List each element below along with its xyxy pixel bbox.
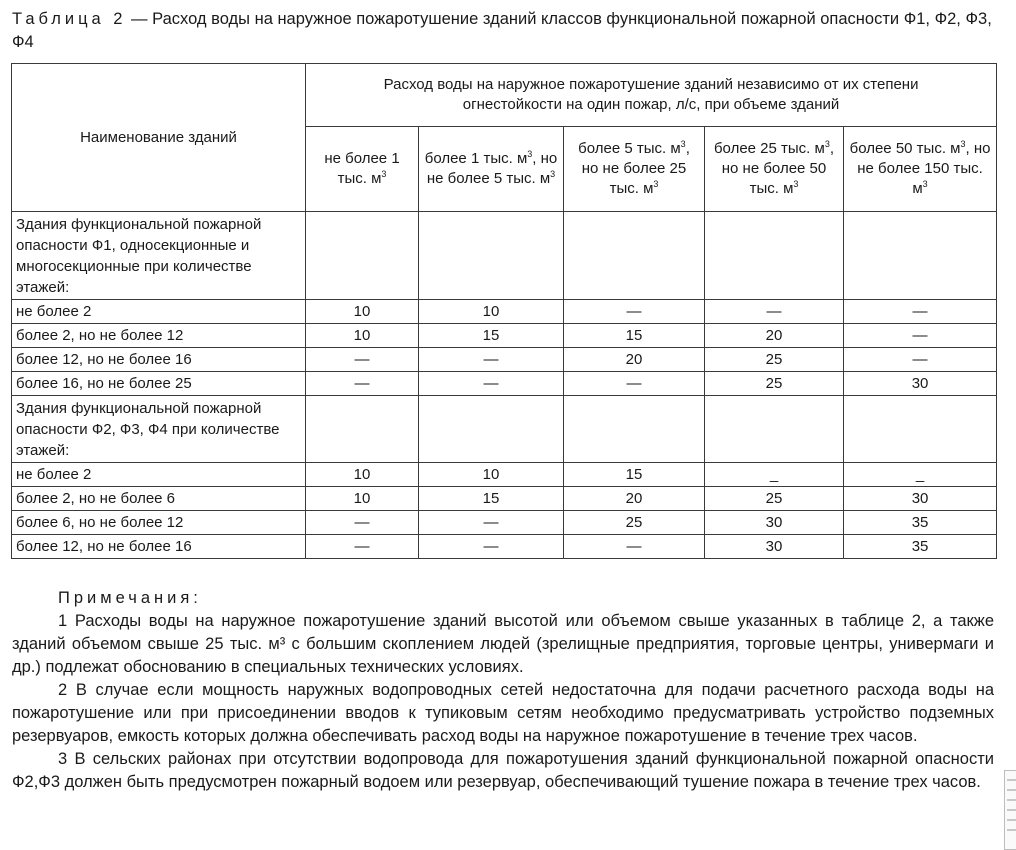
notes-block [12, 587, 994, 794]
section-title: Здания функциональной пожарной опасности Ф2, Ф3, Ф4 при количестве этажей: [12, 396, 306, 463]
note-2: 2 В случае если мощность наружных водопроводных сетей недостаточна для подачи расчетного расхода воды на пожаротушение или при присоединении вводов к тупиковым сетям необходимо предусматривать устройство подземных резервуаров, емкость которых должна обеспечивать расход воды на наружное пожаротушение в течение трех часов. [12, 681, 994, 745]
table-row: более 16, но не более 25 — — — 25 30 [12, 372, 997, 396]
table-number: Таблица 2 [12, 10, 127, 28]
header-volume-col-1: не более 1 тыс. $м^3$ [306, 127, 419, 212]
table-row: не более 2 10 10 15 _ _ [12, 463, 997, 487]
water-consumption-table [11, 63, 997, 559]
table-row: более 12, но не более 16 — — — 30 35 [12, 535, 997, 559]
header-volume-col-4: более 25 тыс. $м^3$, но не более 50 тыс. $м^3$ [705, 127, 844, 212]
note-3: 3 В сельских районах при отсутствии водопровода для пожаротушения зданий функциональной пожарной опасности Ф2,Ф3 должен быть предусмотрен пожарный водоем или резервуар, обеспечивающий тушение пожара в течение трех часов. [12, 750, 994, 791]
section-f2-f4-header-row [12, 396, 997, 463]
section-title: Здания функциональной пожарной опасности Ф1, односекционные и многосекционные при количестве этажей: [12, 212, 306, 300]
table-row: более 2, но не более 6 10 15 20 25 30 [12, 487, 997, 511]
header-water-consumption: Расход воды на наружное пожаротушение зданий независимо от их степени огнестойкости на один пожар, л/с, при объеме зданий [306, 64, 997, 127]
table-row: более 6, но не более 12 — — 25 30 35 [12, 511, 997, 535]
header-volume-col-5: более 50 тыс. $м^3$, но не более 150 тыс. $м^3$ [844, 127, 997, 212]
table-row: более 12, но не более 16 — — 20 25 — [12, 348, 997, 372]
table-title: — Расход воды на наружное пожаротушение зданий классов функциональной пожарной опасности Ф1, Ф2, Ф3, Ф4 [12, 10, 992, 51]
note-1: 1 Расходы воды на наружное пожаротушение зданий высотой или объемом свыше указанных в таблице 2, а также зданий объемом свыше 25 тыс. м³ с большим скоплением людей (зрелищные предприятия, торговые центры, универмаги и др.) подлежат обоснованию в специальных технических условиях. [12, 612, 994, 676]
table-caption [12, 8, 1002, 54]
header-volume-col-3: более 5 тыс. $м^3$, но не более 25 тыс. $м^3$ [564, 127, 705, 212]
table-row: не более 2 10 10 — — — [12, 300, 997, 324]
notes-title: Примечания: [58, 589, 202, 607]
table-row: более 2, но не более 12 10 15 15 20 — [12, 324, 997, 348]
page-thumbnail-preview[interactable] [1004, 770, 1016, 850]
header-building-name: Наименование зданий [12, 64, 306, 212]
section-f1-header-row [12, 212, 997, 300]
header-volume-col-2: более 1 тыс. $м^3$, но не более 5 тыс. $м^3$ [419, 127, 564, 212]
